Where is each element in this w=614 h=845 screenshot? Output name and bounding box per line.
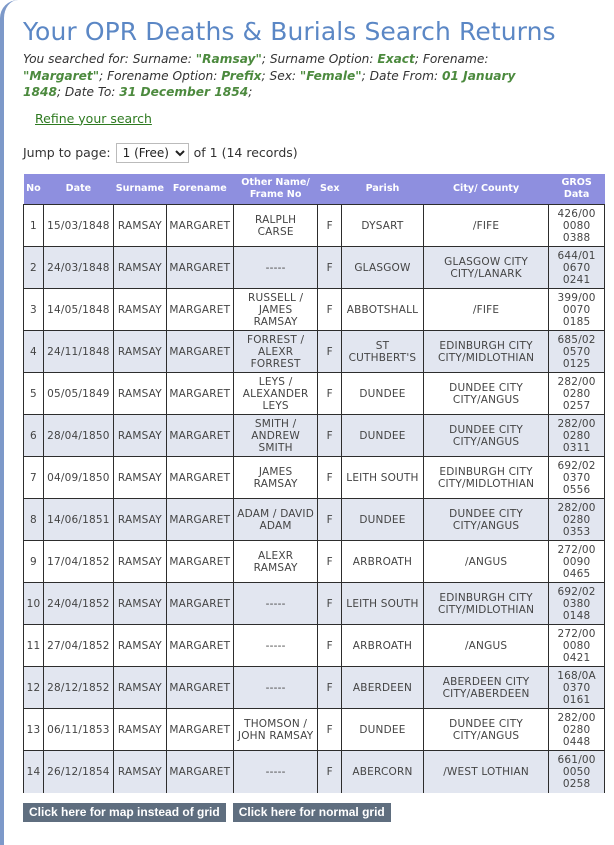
cell-date: 14/05/1848 bbox=[43, 289, 113, 331]
cell-parish: ABERCORN bbox=[342, 751, 424, 793]
cell-parish: DUNDEE bbox=[342, 415, 424, 457]
cell-parish: ST CUTHBERT'S bbox=[342, 331, 424, 373]
cell-sex: F bbox=[318, 415, 342, 457]
cell-surname: RAMSAY bbox=[113, 205, 166, 247]
cell-other-name: ALEXR RAMSAY bbox=[233, 541, 318, 583]
cell-forename: MARGARET bbox=[166, 499, 233, 541]
cell-sex: F bbox=[318, 667, 342, 709]
cell-sex: F bbox=[318, 751, 342, 793]
criteria-date-to: 31 December 1854 bbox=[119, 85, 249, 99]
cell-forename: MARGARET bbox=[166, 583, 233, 625]
cell-forename: MARGARET bbox=[166, 415, 233, 457]
table-row bbox=[24, 499, 605, 541]
cell-no: 5 bbox=[24, 373, 44, 415]
cell-gros-data: 644/01 0670 0241 bbox=[549, 247, 605, 289]
cell-sex: F bbox=[318, 205, 342, 247]
cell-date: 24/03/1848 bbox=[43, 247, 113, 289]
column-header-parish: Parish bbox=[342, 174, 424, 205]
cell-date: 24/11/1848 bbox=[43, 331, 113, 373]
cell-forename: MARGARET bbox=[166, 331, 233, 373]
cell-no: 12 bbox=[24, 667, 44, 709]
cell-city-county: /ANGUS bbox=[423, 625, 548, 667]
refine-search-link[interactable]: Refine your search bbox=[35, 110, 152, 126]
cell-city-county: DUNDEE CITY CITY/ANGUS bbox=[423, 415, 548, 457]
column-header-sex: Sex bbox=[318, 174, 342, 205]
table-row bbox=[24, 709, 605, 751]
table-row bbox=[24, 541, 605, 583]
cell-other-name: RALPLH CARSE bbox=[233, 205, 318, 247]
cell-parish: ARBROATH bbox=[342, 625, 424, 667]
table-row bbox=[24, 751, 605, 793]
page-jump-label: Jump to page: bbox=[23, 145, 111, 160]
cell-gros-data: 692/02 0370 0556 bbox=[549, 457, 605, 499]
cell-date: 05/05/1849 bbox=[43, 373, 113, 415]
page-summary: of 1 (14 records) bbox=[193, 145, 298, 160]
criteria-text: ; Date To: bbox=[56, 85, 120, 99]
cell-no: 1 bbox=[24, 205, 44, 247]
criteria-sex: "Female" bbox=[299, 68, 362, 83]
cell-other-name: ----- bbox=[233, 583, 318, 625]
cell-sex: F bbox=[318, 499, 342, 541]
criteria-text: ; Surname Option: bbox=[261, 52, 378, 66]
cell-forename: MARGARET bbox=[166, 541, 233, 583]
cell-parish: LEITH SOUTH bbox=[342, 457, 424, 499]
cell-date: 26/12/1854 bbox=[43, 751, 113, 793]
cell-other-name: JAMES RAMSAY bbox=[233, 457, 318, 499]
table-row bbox=[24, 457, 605, 499]
cell-other-name: ----- bbox=[233, 667, 318, 709]
table-row bbox=[24, 247, 605, 289]
page-select[interactable] bbox=[116, 143, 189, 163]
cell-surname: RAMSAY bbox=[113, 331, 166, 373]
cell-city-county: ABERDEEN CITY CITY/ABERDEEN bbox=[423, 667, 548, 709]
cell-city-county: /ANGUS bbox=[423, 541, 548, 583]
cell-surname: RAMSAY bbox=[113, 289, 166, 331]
cell-date: 24/04/1852 bbox=[43, 583, 113, 625]
main-content bbox=[23, 15, 608, 164]
column-header-date: Date bbox=[43, 174, 113, 205]
page-title: Your OPR Deaths & Burials Search Returns bbox=[23, 17, 556, 46]
cell-other-name: ADAM / DAVID ADAM bbox=[233, 499, 318, 541]
cell-surname: RAMSAY bbox=[113, 541, 166, 583]
normal-grid-button[interactable]: Click here for normal grid bbox=[233, 803, 391, 822]
search-criteria bbox=[23, 51, 528, 101]
table-header-row bbox=[24, 174, 605, 205]
cell-other-name: RUSSELL / JAMES RAMSAY bbox=[233, 289, 318, 331]
cell-surname: RAMSAY bbox=[113, 667, 166, 709]
cell-gros-data: 685/02 0570 0125 bbox=[549, 331, 605, 373]
cell-no: 6 bbox=[24, 415, 44, 457]
cell-date: 04/09/1850 bbox=[43, 457, 113, 499]
cell-surname: RAMSAY bbox=[113, 583, 166, 625]
cell-surname: RAMSAY bbox=[113, 247, 166, 289]
cell-sex: F bbox=[318, 541, 342, 583]
cell-sex: F bbox=[318, 583, 342, 625]
table-row bbox=[24, 289, 605, 331]
criteria-text: You searched for: Surname: bbox=[23, 52, 196, 66]
cell-forename: MARGARET bbox=[166, 247, 233, 289]
cell-parish: ABBOTSHALL bbox=[342, 289, 424, 331]
cell-gros-data: 282/00 0280 0257 bbox=[549, 373, 605, 415]
cell-gros-data: 692/02 0380 0148 bbox=[549, 583, 605, 625]
cell-parish: DUNDEE bbox=[342, 709, 424, 751]
criteria-forename-option: Prefix bbox=[221, 68, 262, 83]
criteria-text: ; Forename Option: bbox=[99, 68, 222, 83]
cell-parish: DYSART bbox=[342, 205, 424, 247]
cell-city-county: EDINBURGH CITY CITY/MIDLOTHIAN bbox=[423, 457, 548, 499]
table-row bbox=[24, 667, 605, 709]
cell-no: 4 bbox=[24, 331, 44, 373]
column-header-forename: Forename bbox=[166, 174, 233, 205]
cell-surname: RAMSAY bbox=[113, 457, 166, 499]
cell-date: 06/11/1853 bbox=[43, 709, 113, 751]
map-view-button[interactable]: Click here for map instead of grid bbox=[23, 803, 226, 822]
cell-sex: F bbox=[318, 331, 342, 373]
cell-gros-data: 426/00 0080 0388 bbox=[549, 205, 605, 247]
cell-parish: ABERDEEN bbox=[342, 667, 424, 709]
page-jump bbox=[23, 142, 608, 164]
column-header-surname: Surname bbox=[113, 174, 166, 205]
cell-city-county: /WEST LOTHIAN bbox=[423, 751, 548, 793]
cell-city-county: DUNDEE CITY CITY/ANGUS bbox=[423, 499, 548, 541]
cell-gros-data: 168/0A 0370 0161 bbox=[549, 667, 605, 709]
cell-forename: MARGARET bbox=[166, 457, 233, 499]
table-row bbox=[24, 583, 605, 625]
cell-date: 28/04/1850 bbox=[43, 415, 113, 457]
cell-surname: RAMSAY bbox=[113, 373, 166, 415]
cell-city-county: DUNDEE CITY CITY/ANGUS bbox=[423, 709, 548, 751]
cell-sex: F bbox=[318, 289, 342, 331]
criteria-date-from: 01 January 1848 bbox=[23, 68, 516, 99]
criteria-text: ; Sex: bbox=[261, 68, 300, 83]
criteria-surname-option: Exact bbox=[377, 52, 415, 66]
table-body bbox=[24, 205, 605, 793]
cell-forename: MARGARET bbox=[166, 751, 233, 793]
cell-city-county: /FIFE bbox=[423, 205, 548, 247]
cell-gros-data: 282/00 0280 0448 bbox=[549, 709, 605, 751]
column-header-other-name: Other Name/ Frame No bbox=[233, 174, 318, 205]
cell-forename: MARGARET bbox=[166, 205, 233, 247]
cell-no: 10 bbox=[24, 583, 44, 625]
cell-date: 17/04/1852 bbox=[43, 541, 113, 583]
criteria-surname: "Ramsay" bbox=[195, 52, 262, 66]
cell-forename: MARGARET bbox=[166, 289, 233, 331]
cell-date: 28/12/1852 bbox=[43, 667, 113, 709]
cell-no: 3 bbox=[24, 289, 44, 331]
cell-other-name: THOMSON / JOHN RAMSAY bbox=[233, 709, 318, 751]
criteria-text: ; Forename: bbox=[414, 52, 489, 66]
cell-surname: RAMSAY bbox=[113, 709, 166, 751]
cell-city-county: DUNDEE CITY CITY/ANGUS bbox=[423, 373, 548, 415]
cell-sex: F bbox=[318, 625, 342, 667]
cell-surname: RAMSAY bbox=[113, 499, 166, 541]
cell-date: 15/03/1848 bbox=[43, 205, 113, 247]
cell-parish: ARBROATH bbox=[342, 541, 424, 583]
cell-city-county: EDINBURGH CITY CITY/MIDLOTHIAN bbox=[423, 331, 548, 373]
cell-gros-data: 272/00 0080 0421 bbox=[549, 625, 605, 667]
cell-city-county: /FIFE bbox=[423, 289, 548, 331]
cell-parish: DUNDEE bbox=[342, 373, 424, 415]
cell-sex: F bbox=[318, 709, 342, 751]
cell-surname: RAMSAY bbox=[113, 415, 166, 457]
criteria-text: ; bbox=[248, 85, 253, 99]
cell-gros-data: 272/00 0090 0465 bbox=[549, 541, 605, 583]
cell-city-county: GLASGOW CITY CITY/LANARK bbox=[423, 247, 548, 289]
column-header-gros-data: GROS Data bbox=[549, 174, 605, 205]
cell-no: 11 bbox=[24, 625, 44, 667]
cell-parish: LEITH SOUTH bbox=[342, 583, 424, 625]
cell-surname: RAMSAY bbox=[113, 625, 166, 667]
cell-gros-data: 282/00 0280 0353 bbox=[549, 499, 605, 541]
cell-forename: MARGARET bbox=[166, 625, 233, 667]
cell-forename: MARGARET bbox=[166, 373, 233, 415]
table-row bbox=[24, 625, 605, 667]
cell-surname: RAMSAY bbox=[113, 751, 166, 793]
cell-date: 27/04/1852 bbox=[43, 625, 113, 667]
criteria-text: ; Date From: bbox=[361, 68, 442, 83]
cell-forename: MARGARET bbox=[166, 667, 233, 709]
cell-parish: DUNDEE bbox=[342, 499, 424, 541]
cell-no: 8 bbox=[24, 499, 44, 541]
cell-other-name: ----- bbox=[233, 751, 318, 793]
cell-gros-data: 282/00 0280 0311 bbox=[549, 415, 605, 457]
cell-gros-data: 399/00 0070 0185 bbox=[549, 289, 605, 331]
cell-gros-data: 661/00 0050 0258 bbox=[549, 751, 605, 793]
cell-city-county: EDINBURGH CITY CITY/MIDLOTHIAN bbox=[423, 583, 548, 625]
column-header-city-county: City/ County bbox=[423, 174, 548, 205]
cell-parish: GLASGOW bbox=[342, 247, 424, 289]
cell-sex: F bbox=[318, 373, 342, 415]
cell-other-name: FORREST / ALEXR FORREST bbox=[233, 331, 318, 373]
view-buttons bbox=[23, 803, 391, 822]
cell-date: 14/06/1851 bbox=[43, 499, 113, 541]
cell-sex: F bbox=[318, 247, 342, 289]
cell-no: 9 bbox=[24, 541, 44, 583]
cell-forename: MARGARET bbox=[166, 709, 233, 751]
cell-no: 7 bbox=[24, 457, 44, 499]
table-row bbox=[24, 415, 605, 457]
column-header-no: No bbox=[24, 174, 44, 205]
cell-no: 13 bbox=[24, 709, 44, 751]
table-row bbox=[24, 205, 605, 247]
cell-other-name: LEYS / ALEXANDER LEYS bbox=[233, 373, 318, 415]
table-row bbox=[24, 331, 605, 373]
cell-no: 2 bbox=[24, 247, 44, 289]
cell-other-name: SMITH / ANDREW SMITH bbox=[233, 415, 318, 457]
cell-no: 14 bbox=[24, 751, 44, 793]
table-row bbox=[24, 373, 605, 415]
cell-other-name: ----- bbox=[233, 247, 318, 289]
criteria-forename: "Margaret" bbox=[23, 68, 100, 83]
results-table bbox=[23, 174, 605, 793]
cell-sex: F bbox=[318, 457, 342, 499]
cell-other-name: ----- bbox=[233, 625, 318, 667]
